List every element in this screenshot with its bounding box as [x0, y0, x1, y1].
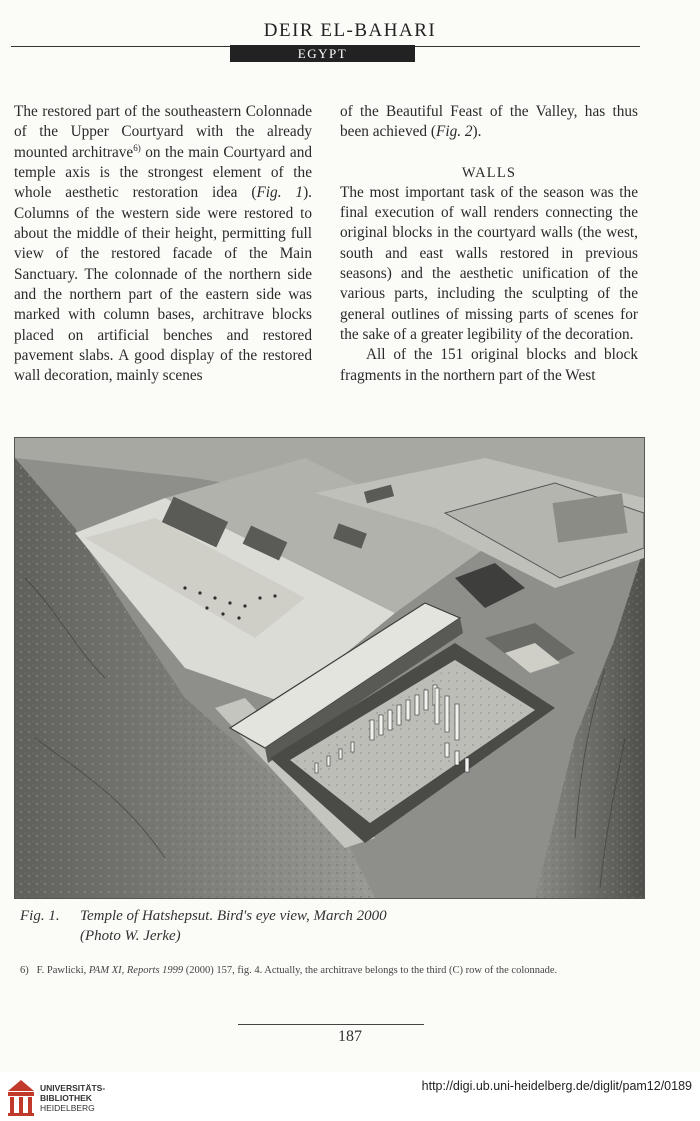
section-tag: EGYPT: [230, 45, 415, 62]
library-name[interactable]: [40, 1083, 105, 1113]
caption-credit: (Photo W. Jerke): [80, 928, 181, 944]
left-paragraph: [14, 102, 312, 387]
footnote: [20, 963, 644, 978]
footnote-number: 6): [20, 965, 29, 976]
page-number-rule: [238, 1024, 424, 1025]
left-column: [14, 102, 312, 387]
temple-aerial-photo: [14, 437, 645, 899]
running-title: DEIR EL-BAHARI: [263, 20, 437, 41]
figure-caption: [20, 906, 387, 946]
figure-reference[interactable]: Fig. 2: [435, 123, 473, 141]
text-run: on the main Courtyard and temple axis is the strongest element of the whole aesthetic restoration idea (: [14, 143, 312, 202]
text-run: The restored part of the southeastern Colonnade of the Upper Courtyard with the already mounted architrave: [14, 103, 312, 161]
footnote-marker[interactable]: 6): [133, 142, 141, 153]
library-name-line: UNIVERSITÄTS-: [40, 1083, 106, 1093]
right-paragraph: All of the 151 original blocks and block fragments in the northern part of the West: [340, 346, 638, 384]
right-paragraph: [340, 102, 638, 143]
caption-line: [20, 906, 387, 926]
section-heading: WALLS: [461, 164, 517, 181]
caption-title: Temple of Hatshepsut. Bird's eye view, March 2000: [80, 908, 387, 924]
library-name-line: HEIDELBERG: [40, 1103, 95, 1113]
footnote-journal: PAM XI, Reports 1999: [88, 965, 184, 976]
text-run: ).: [472, 123, 482, 141]
library-name-line: BIBLIOTHEK: [40, 1093, 92, 1103]
right-paragraph: The most important task of the season was the final execution of wall renders connecting the original blocks in the courtyard walls (the west, south and east walls restored in previous seasons) and the aesthetic unification of the various parts, including the sculpting of the general outlines of missing parts of scenes for the sake of a greater legibility of the decoration.: [340, 183, 638, 344]
text-run: of the Beautiful Feast of the Valley, has thus been achieved (: [340, 103, 638, 141]
figure-reference[interactable]: Fig. 1: [256, 184, 304, 202]
document-url-link[interactable]: http://digi.ub.uni-heidelberg.de/diglit/pam12/0189: [421, 1079, 692, 1093]
footnote-text: (2000) 157, fig. 4. Actually, the architrave belongs to the third (C) row of the colonnade.: [183, 965, 558, 976]
footnote-author: F. Pawlicki,: [36, 965, 89, 976]
text-run: ). Columns of the western side were restored to about the middle of their height, permitting full view of the restored facade of the Main Sanctuary. The colonnade of the northern side and the northern part of the eastern side was marked with column bases, architrave blocks placed on artificial benches and restored pavement slabs. A good display of the restored wall decoration, mainly scenes: [14, 184, 312, 385]
library-logo-icon[interactable]: [6, 1078, 38, 1116]
page-number: 187: [338, 1028, 362, 1045]
right-column: [340, 102, 638, 386]
figure-number: Fig. 1.: [20, 908, 60, 924]
